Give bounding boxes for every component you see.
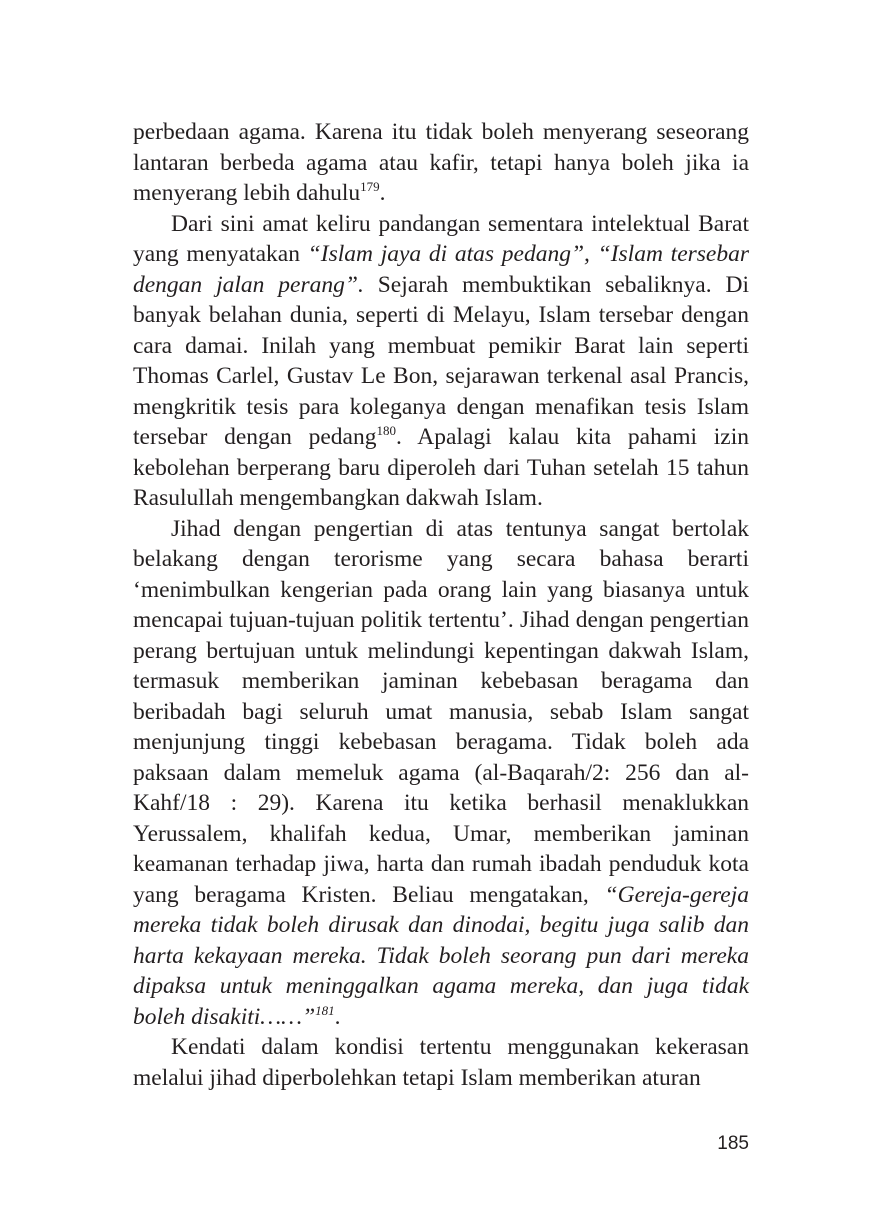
paragraph-4 [133, 1032, 749, 1093]
paragraph-2 [133, 209, 749, 514]
paragraph-2-text-2: Sejarah membuktikan sebaliknya. Di banyak belahan dunia, seperti di Melayu, Islam tersebar dengan cara damai. Inilah yang membuat pemikir Barat lain seperti Thomas Carlel, Gustav Le Bon, sejarawan terkenal asal Prancis, mengkritik tesis para koleganya dengan menafikan tesis Islam tersebar dengan pedang [133, 271, 750, 450]
paragraph-2-quote: “Islam jaya di atas pedang”, “Islam tersebar dengan jalan perang”. [133, 241, 749, 298]
page-number: 185 [717, 1133, 749, 1154]
paragraph-3-quote: “Gereja-gereja mereka tidak boleh dirusak dan dinodai, begitu juga salib dan harta kekayaan mereka. Tidak boleh seorang pun dari mereka dipaksa untuk meninggalkan agama mereka, dan juga tidak boleh disakiti……” [133, 881, 749, 1030]
paragraph-1-text-1: perbedaan agama. Karena itu tidak boleh menyerang seseorang lantaran berbeda agama atau kafir, tetapi hanya boleh jika ia menyerang lebih dahulu [133, 119, 749, 206]
paragraph-2-text-3: . Apalagi kalau kita pahami izin kebolehan berperang baru diperoleh dari Tuhan setelah 15 tahun Rasulullah mengembangkan dakwah Islam. [133, 424, 749, 511]
page-body [133, 117, 749, 1093]
paragraph-4-text-1: Kendati dalam kondisi tertentu menggunakan kekerasan melalui jihad diperbolehkan tetapi Islam memberikan aturan [133, 1034, 749, 1091]
paragraph-3-text-2: . [334, 1003, 341, 1030]
paragraph-1 [133, 117, 749, 209]
footnote-ref-179: 179 [360, 179, 380, 195]
paragraph-3-text-1: Jihad dengan pengertian di atas tentunya sangat bertolak belakang dengan terorisme yang secara bahasa berarti ‘menimbulkan kengerian pada orang lain yang biasanya untuk mencapai tujuan-tujuan politik tertentu’. Jihad dengan pengertian perang bertujuan untuk melindungi kepentingan dakwah Islam, termasuk memberikan jaminan kebebasan beragama dan beribadah bagi seluruh umat manusia, sebab Islam sangat menjunjung tinggi kebebasan beragama. Tidak boleh ada paksaan dalam memeluk agama (al-Baqarah/2: 256 dan al-Kahf/18 : 29). Karena itu ketika berhasil menaklukkan Yerussalem, khalifah kedua, Umar, memberikan jaminan keamanan terhadap jiwa, harta dan rumah ibadah penduduk kota yang beragama Kristen. Beliau mengatakan, [133, 515, 749, 908]
footnote-ref-180: 180 [376, 423, 396, 439]
paragraph-3 [133, 514, 749, 1033]
paragraph-2-text-1: Dari sini amat keliru pandangan sementara intelektual Barat yang menyatakan [133, 210, 749, 267]
footnote-ref-181: 181 [315, 1002, 335, 1018]
paragraph-1-text-2: . [379, 180, 386, 206]
